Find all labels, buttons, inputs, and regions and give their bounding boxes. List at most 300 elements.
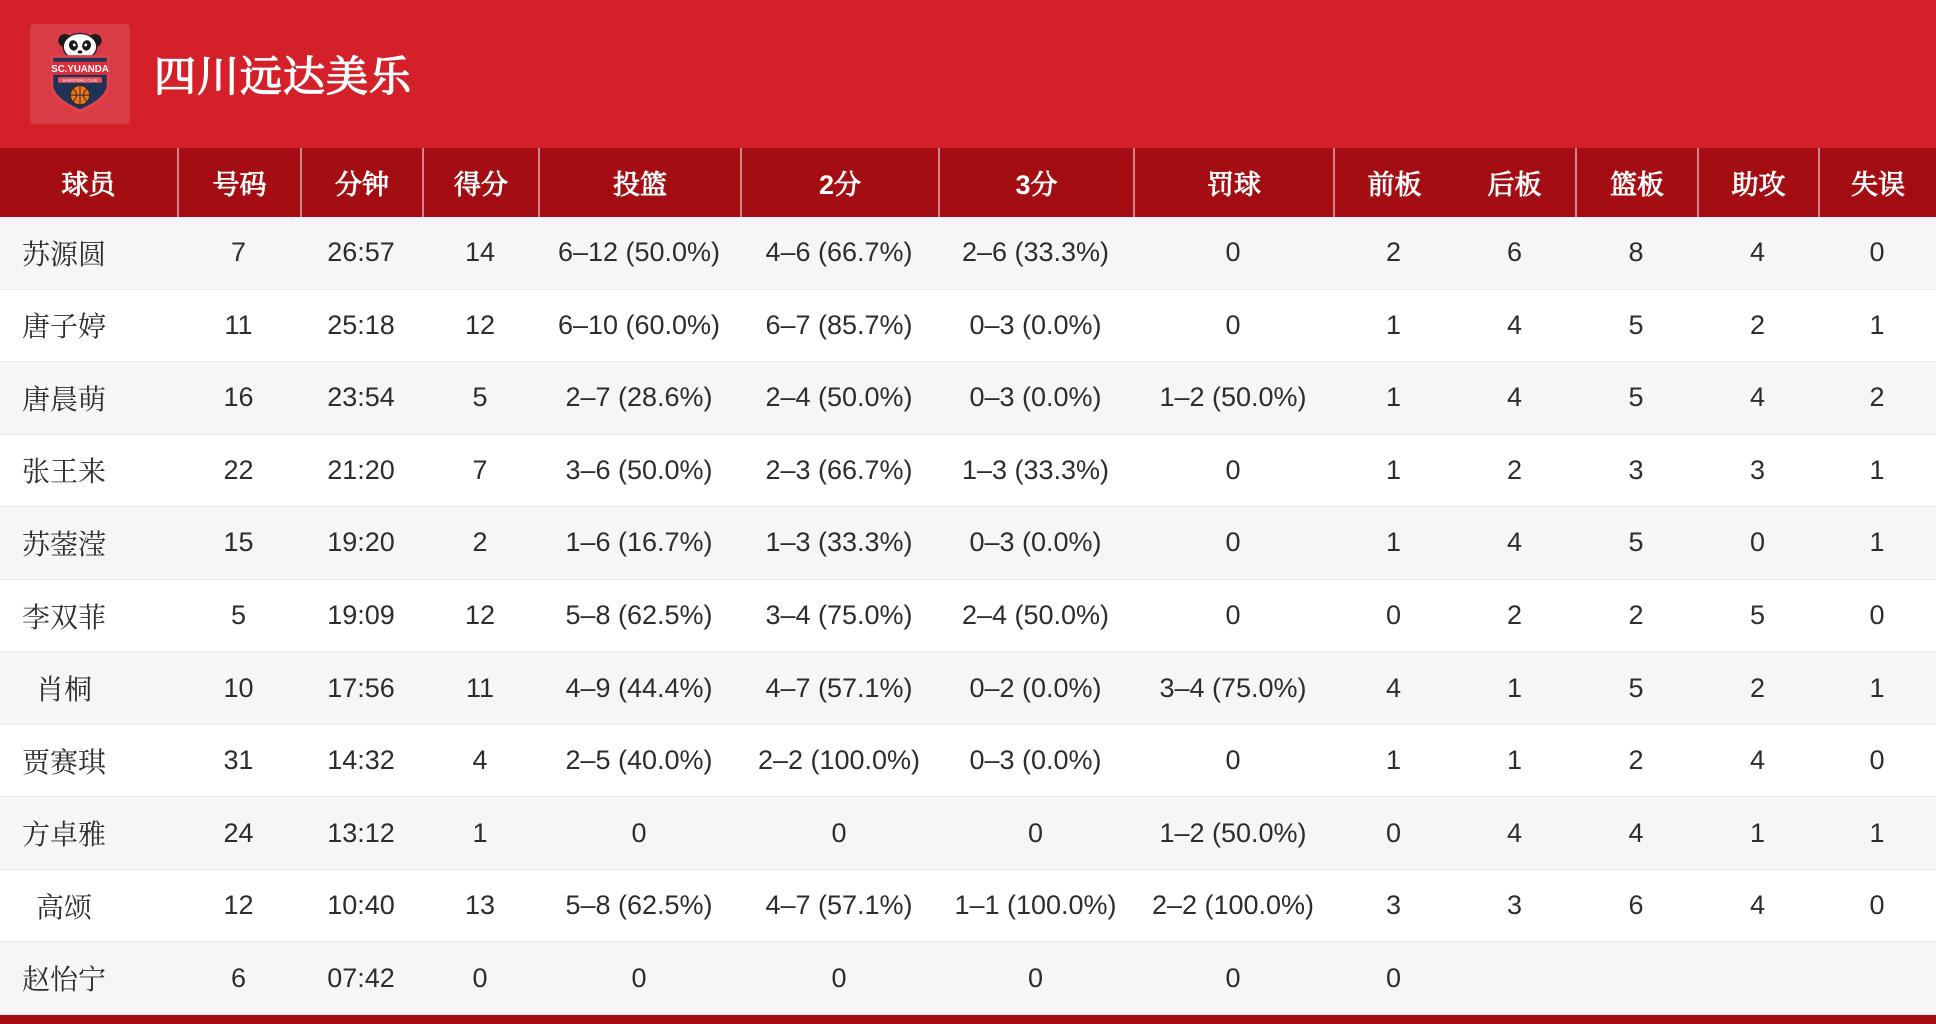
points-value: 5 [472, 382, 488, 413]
cell-three_pt [938, 507, 1133, 579]
tov-value: 0 [1869, 237, 1885, 268]
cell-ft [1133, 580, 1333, 652]
cell-reb [1575, 362, 1697, 434]
logo-text: SC.YUANDA [51, 63, 109, 75]
cell-dreb [1454, 290, 1575, 362]
cell-dreb [1454, 725, 1575, 797]
cell-ast [1697, 507, 1818, 579]
cell-minutes [300, 290, 422, 362]
two_pt-value: 4–7 (57.1%) [765, 890, 913, 921]
fg-value: 3–6 (50.0%) [565, 454, 713, 485]
cell-reb [1575, 652, 1697, 724]
column-header-ft: 罚球 [1133, 148, 1333, 217]
cell-three_pt [938, 652, 1133, 724]
cell-ast [1697, 725, 1818, 797]
cell-player [0, 362, 177, 434]
cell-oreb [1333, 797, 1454, 869]
cell-two_pt [740, 290, 938, 362]
oreb-value: 0 [1385, 600, 1402, 630]
cell-tov [1818, 290, 1936, 362]
tov-value: 0 [1869, 600, 1885, 630]
cell-ast [1697, 580, 1818, 652]
cell-two_pt [740, 507, 938, 579]
cell-dreb [1454, 580, 1575, 652]
three_pt-value: 0–3 (0.0%) [969, 745, 1102, 776]
cell-ast [1697, 870, 1818, 942]
fg-value: 2–5 (40.0%) [565, 745, 713, 776]
tov-value: 1 [1869, 527, 1885, 558]
reb-value: 2 [1628, 600, 1644, 630]
ast-value: 4 [1749, 237, 1766, 268]
cell-fg [538, 942, 740, 1014]
three_pt-value: 0 [1027, 962, 1044, 993]
cell-ft [1133, 725, 1333, 797]
points-value: 12 [464, 600, 496, 630]
cell-reb [1575, 870, 1697, 942]
dreb-value: 6 [1506, 237, 1523, 268]
cell-points [422, 507, 538, 579]
cell-number [177, 362, 300, 434]
cell-ft [1133, 290, 1333, 362]
cell-number [177, 507, 300, 579]
cell-minutes [300, 362, 422, 434]
cell-two_pt [740, 797, 938, 869]
cell-ft [1133, 217, 1333, 289]
player-value: 肖桐 [35, 674, 92, 706]
ast-value: 2 [1749, 309, 1766, 340]
dreb-value: 3 [1506, 890, 1523, 921]
player-value: 赵怡宁 [22, 964, 107, 996]
player-value: 方卓雅 [22, 819, 107, 851]
cell-player [0, 580, 177, 652]
table-header-row [0, 148, 1936, 217]
oreb-value: 4 [1385, 672, 1402, 703]
ast-value: 4 [1749, 745, 1766, 776]
cell-dreb [1454, 507, 1575, 579]
cell-two_pt [740, 362, 938, 434]
cell-ast [1697, 362, 1818, 434]
cell-reb [1575, 290, 1697, 362]
table-row [0, 435, 1936, 508]
cell-two_pt [740, 942, 938, 1014]
column-header-number: 号码 [177, 148, 300, 217]
minutes-value: 17:56 [327, 672, 395, 703]
cell-three_pt [938, 725, 1133, 797]
table-row [0, 580, 1936, 653]
oreb-value: 0 [1385, 817, 1402, 848]
cell-two_pt [740, 435, 938, 507]
cell-fg [538, 580, 740, 652]
player-value: 苏源圆 [22, 238, 107, 270]
ft-value: 0 [1225, 237, 1241, 268]
cell-oreb [1333, 942, 1454, 1014]
ft-value: 2–2 (100.0%) [1151, 890, 1315, 921]
minutes-value: 21:20 [327, 454, 395, 485]
cell-ast [1697, 217, 1818, 289]
cell-points [422, 797, 538, 869]
cell-two_pt [740, 725, 938, 797]
reb-value: 3 [1628, 454, 1644, 485]
fg-value: 6–12 (50.0%) [557, 237, 721, 268]
player-value: 贾赛琪 [22, 746, 107, 778]
column-header-oreb: 前板 [1333, 148, 1454, 217]
ft-value: 0 [1225, 527, 1241, 558]
fg-value: 4–9 (44.4%) [565, 672, 713, 703]
ft-value: 3–4 (75.0%) [1159, 672, 1307, 703]
dreb-value: 4 [1506, 817, 1523, 848]
oreb-value: 0 [1385, 962, 1402, 993]
oreb-value: 2 [1385, 237, 1402, 268]
two_pt-value: 0 [831, 817, 847, 848]
cell-two_pt [740, 217, 938, 289]
cell-oreb [1333, 507, 1454, 579]
cell-points [422, 362, 538, 434]
cell-number [177, 217, 300, 289]
cell-dreb [1454, 797, 1575, 869]
cell-tov [1818, 217, 1936, 289]
two_pt-value: 1–3 (33.3%) [765, 527, 913, 558]
cell-reb [1575, 942, 1697, 1014]
cell-two_pt [740, 652, 938, 724]
fg-value: 2–7 (28.6%) [565, 382, 713, 413]
table-row [0, 797, 1936, 870]
two_pt-value: 4–6 (66.7%) [765, 237, 913, 268]
cell-ft [1133, 797, 1333, 869]
ast-value: 4 [1749, 890, 1766, 921]
reb-value: 4 [1628, 817, 1644, 848]
dreb-value: 4 [1506, 309, 1523, 340]
cell-three_pt [938, 580, 1133, 652]
cell-three_pt [938, 362, 1133, 434]
cell-fg [538, 870, 740, 942]
cell-tov [1818, 652, 1936, 724]
number-value: 15 [223, 527, 254, 558]
cell-player [0, 217, 177, 289]
cell-points [422, 870, 538, 942]
tov-value: 1 [1869, 672, 1885, 703]
cell-tov [1818, 797, 1936, 869]
two_pt-value: 3–4 (75.0%) [765, 600, 913, 630]
tov-value: 0 [1869, 745, 1885, 776]
minutes-value: 19:20 [327, 527, 395, 558]
cell-number [177, 725, 300, 797]
minutes-value: 25:18 [327, 309, 395, 340]
two_pt-value: 4–7 (57.1%) [765, 672, 913, 703]
oreb-value: 1 [1385, 745, 1402, 776]
logo-subtext: BASKETBALL CLUB [62, 78, 98, 83]
player-value: 张王来 [22, 456, 107, 488]
two_pt-value: 6–7 (85.7%) [765, 309, 913, 340]
cell-oreb [1333, 290, 1454, 362]
ast-value: 1 [1749, 817, 1766, 848]
cell-number [177, 870, 300, 942]
fg-value: 1–6 (16.7%) [565, 527, 713, 558]
table-row [0, 362, 1936, 435]
three_pt-value: 0–2 (0.0%) [969, 672, 1102, 703]
cell-reb [1575, 507, 1697, 579]
cell-dreb [1454, 217, 1575, 289]
cell-points [422, 725, 538, 797]
cell-player [0, 290, 177, 362]
cell-oreb [1333, 725, 1454, 797]
cell-minutes [300, 507, 422, 579]
number-value: 11 [224, 309, 253, 340]
tov-value: 1 [1869, 817, 1885, 848]
cell-points [422, 652, 538, 724]
column-header-minutes: 分钟 [300, 148, 422, 217]
minutes-value: 13:12 [327, 817, 395, 848]
cell-points [422, 217, 538, 289]
cell-fg [538, 797, 740, 869]
column-header-reb: 篮板 [1575, 148, 1697, 217]
cell-minutes [300, 725, 422, 797]
cell-fg [538, 652, 740, 724]
points-value: 11 [465, 672, 495, 703]
two_pt-value: 2–4 (50.0%) [765, 382, 913, 413]
three_pt-value: 1–1 (100.0%) [954, 890, 1117, 921]
stats-table [0, 148, 1936, 1015]
cell-minutes [300, 217, 422, 289]
cell-reb [1575, 217, 1697, 289]
cell-fg [538, 507, 740, 579]
table-body [0, 217, 1936, 1015]
three_pt-value: 0–3 (0.0%) [969, 309, 1102, 340]
table-row [0, 652, 1936, 725]
cell-dreb [1454, 870, 1575, 942]
table-row [0, 725, 1936, 798]
tov-value: 1 [1869, 454, 1885, 485]
cell-minutes [300, 870, 422, 942]
ast-value: 2 [1749, 672, 1766, 703]
two_pt-value: 2–2 (100.0%) [757, 745, 921, 776]
player-value: 唐晨萌 [22, 383, 107, 415]
cell-dreb [1454, 652, 1575, 724]
dreb-value: 4 [1506, 527, 1523, 558]
cell-fg [538, 290, 740, 362]
cell-minutes [300, 435, 422, 507]
cell-two_pt [740, 870, 938, 942]
cell-points [422, 580, 538, 652]
cell-reb [1575, 580, 1697, 652]
cell-ast [1697, 797, 1818, 869]
ft-value: 1–2 (50.0%) [1159, 817, 1307, 848]
cell-ft [1133, 435, 1333, 507]
cell-ft [1133, 870, 1333, 942]
points-value: 12 [464, 309, 496, 340]
points-value: 14 [464, 237, 496, 268]
cell-minutes [300, 942, 422, 1014]
cell-player [0, 652, 177, 724]
cell-oreb [1333, 580, 1454, 652]
cell-dreb [1454, 942, 1575, 1014]
table-row [0, 290, 1936, 363]
tov-value: 0 [1869, 890, 1885, 921]
bottom-red-bar [0, 1015, 1936, 1024]
table-row [0, 870, 1936, 943]
cell-two_pt [740, 580, 938, 652]
cell-minutes [300, 797, 422, 869]
three_pt-value: 0–3 (0.0%) [969, 382, 1102, 413]
number-value: 22 [223, 454, 254, 485]
column-header-ast: 助攻 [1697, 148, 1818, 217]
cell-player [0, 942, 177, 1014]
points-value: 2 [472, 527, 488, 558]
cell-three_pt [938, 870, 1133, 942]
cell-number [177, 797, 300, 869]
reb-value: 5 [1628, 309, 1644, 340]
fg-value: 5–8 (62.5%) [565, 890, 713, 921]
dreb-value: 1 [1506, 672, 1523, 703]
ast-value: 4 [1749, 382, 1766, 413]
number-value: 5 [230, 600, 247, 630]
reb-value: 2 [1628, 745, 1644, 776]
oreb-value: 3 [1385, 890, 1402, 921]
table-row [0, 942, 1936, 1015]
player-value: 苏蓥滢 [22, 528, 107, 560]
number-value: 24 [223, 817, 254, 848]
cell-number [177, 290, 300, 362]
dreb-value: 1 [1506, 745, 1523, 776]
ft-value: 0 [1225, 454, 1241, 485]
cell-tov [1818, 580, 1936, 652]
reb-value: 8 [1628, 237, 1644, 268]
table-row [0, 217, 1936, 290]
oreb-value: 1 [1385, 527, 1402, 558]
cell-tov [1818, 870, 1936, 942]
oreb-value: 1 [1385, 309, 1402, 340]
oreb-value: 1 [1385, 382, 1402, 413]
cell-oreb [1333, 435, 1454, 507]
player-value: 唐子婷 [22, 311, 107, 343]
cell-dreb [1454, 435, 1575, 507]
dreb-value: 4 [1506, 382, 1523, 413]
cell-tov [1818, 507, 1936, 579]
minutes-value: 26:57 [327, 237, 395, 268]
cell-three_pt [938, 942, 1133, 1014]
ft-value: 0 [1225, 600, 1241, 630]
minutes-value: 07:42 [327, 962, 395, 993]
cell-player [0, 870, 177, 942]
points-value: 0 [472, 962, 488, 993]
team-header [0, 0, 1936, 148]
three_pt-value: 2–4 (50.0%) [961, 600, 1110, 630]
cell-player [0, 507, 177, 579]
cell-ast [1697, 942, 1818, 1014]
cell-three_pt [938, 435, 1133, 507]
number-value: 31 [223, 745, 254, 776]
team-title: 四川远达美乐 [154, 53, 413, 100]
cell-ft [1133, 942, 1333, 1014]
reb-value: 6 [1628, 890, 1644, 921]
two_pt-value: 0 [831, 962, 847, 993]
cell-ft [1133, 652, 1333, 724]
number-value: 7 [230, 237, 247, 268]
column-header-tov: 失误 [1818, 148, 1936, 217]
points-value: 13 [464, 890, 496, 921]
tov-value: 2 [1869, 382, 1885, 413]
number-value: 6 [230, 962, 247, 993]
minutes-value: 19:09 [327, 600, 395, 630]
cell-number [177, 942, 300, 1014]
cell-player [0, 725, 177, 797]
cell-ast [1697, 435, 1818, 507]
dreb-value: 2 [1506, 600, 1523, 630]
team-logo-icon [36, 30, 124, 118]
cell-fg [538, 362, 740, 434]
fg-value: 6–10 (60.0%) [557, 309, 721, 340]
reb-value: 5 [1628, 672, 1644, 703]
cell-number [177, 580, 300, 652]
cell-ft [1133, 507, 1333, 579]
ast-value: 5 [1749, 600, 1766, 630]
cell-three_pt [938, 797, 1133, 869]
cell-tov [1818, 725, 1936, 797]
two_pt-value: 2–3 (66.7%) [765, 454, 913, 485]
column-header-player: 球员 [61, 170, 116, 200]
cell-tov [1818, 362, 1936, 434]
ft-value: 0 [1225, 745, 1241, 776]
ast-value: 3 [1749, 454, 1766, 485]
cell-three_pt [938, 217, 1133, 289]
dreb-value: 2 [1506, 454, 1523, 485]
cell-player [0, 797, 177, 869]
cell-number [177, 652, 300, 724]
cell-oreb [1333, 870, 1454, 942]
cell-tov [1818, 435, 1936, 507]
three_pt-value: 1–3 (33.3%) [961, 454, 1110, 485]
player-value: 李双菲 [22, 601, 107, 633]
ft-value: 0 [1225, 962, 1241, 993]
points-value: 4 [472, 745, 488, 776]
column-header-points: 得分 [422, 148, 538, 217]
column-header-fg: 投篮 [538, 148, 740, 217]
cell-oreb [1333, 362, 1454, 434]
player-value: 高颂 [35, 891, 92, 923]
three_pt-value: 2–6 (33.3%) [961, 237, 1110, 268]
ft-value: 1–2 (50.0%) [1159, 382, 1307, 413]
oreb-value: 1 [1385, 454, 1402, 485]
column-header-three-pt: 3分 [938, 148, 1133, 217]
ast-value: 0 [1749, 527, 1766, 558]
team-logo-tile [30, 24, 130, 124]
tov-value: 1 [1869, 309, 1885, 340]
minutes-value: 10:40 [327, 890, 395, 921]
cell-points [422, 942, 538, 1014]
cell-fg [538, 725, 740, 797]
number-value: 12 [223, 890, 254, 921]
column-header-two-pt: 2分 [740, 148, 938, 217]
cell-fg [538, 435, 740, 507]
cell-points [422, 290, 538, 362]
cell-points [422, 435, 538, 507]
points-value: 7 [472, 454, 488, 485]
column-header-dreb: 后板 [1487, 170, 1542, 200]
cell-number [177, 435, 300, 507]
cell-reb [1575, 725, 1697, 797]
ft-value: 0 [1225, 309, 1241, 340]
reb-value: 5 [1628, 382, 1644, 413]
cell-ft [1133, 362, 1333, 434]
cell-minutes [300, 580, 422, 652]
three_pt-value: 0–3 (0.0%) [969, 527, 1102, 558]
number-value: 16 [223, 382, 254, 413]
cell-dreb [1454, 362, 1575, 434]
number-value: 10 [223, 672, 254, 703]
cell-reb [1575, 797, 1697, 869]
fg-value: 5–8 (62.5%) [565, 600, 713, 630]
points-value: 1 [472, 817, 488, 848]
minutes-value: 14:32 [327, 745, 395, 776]
